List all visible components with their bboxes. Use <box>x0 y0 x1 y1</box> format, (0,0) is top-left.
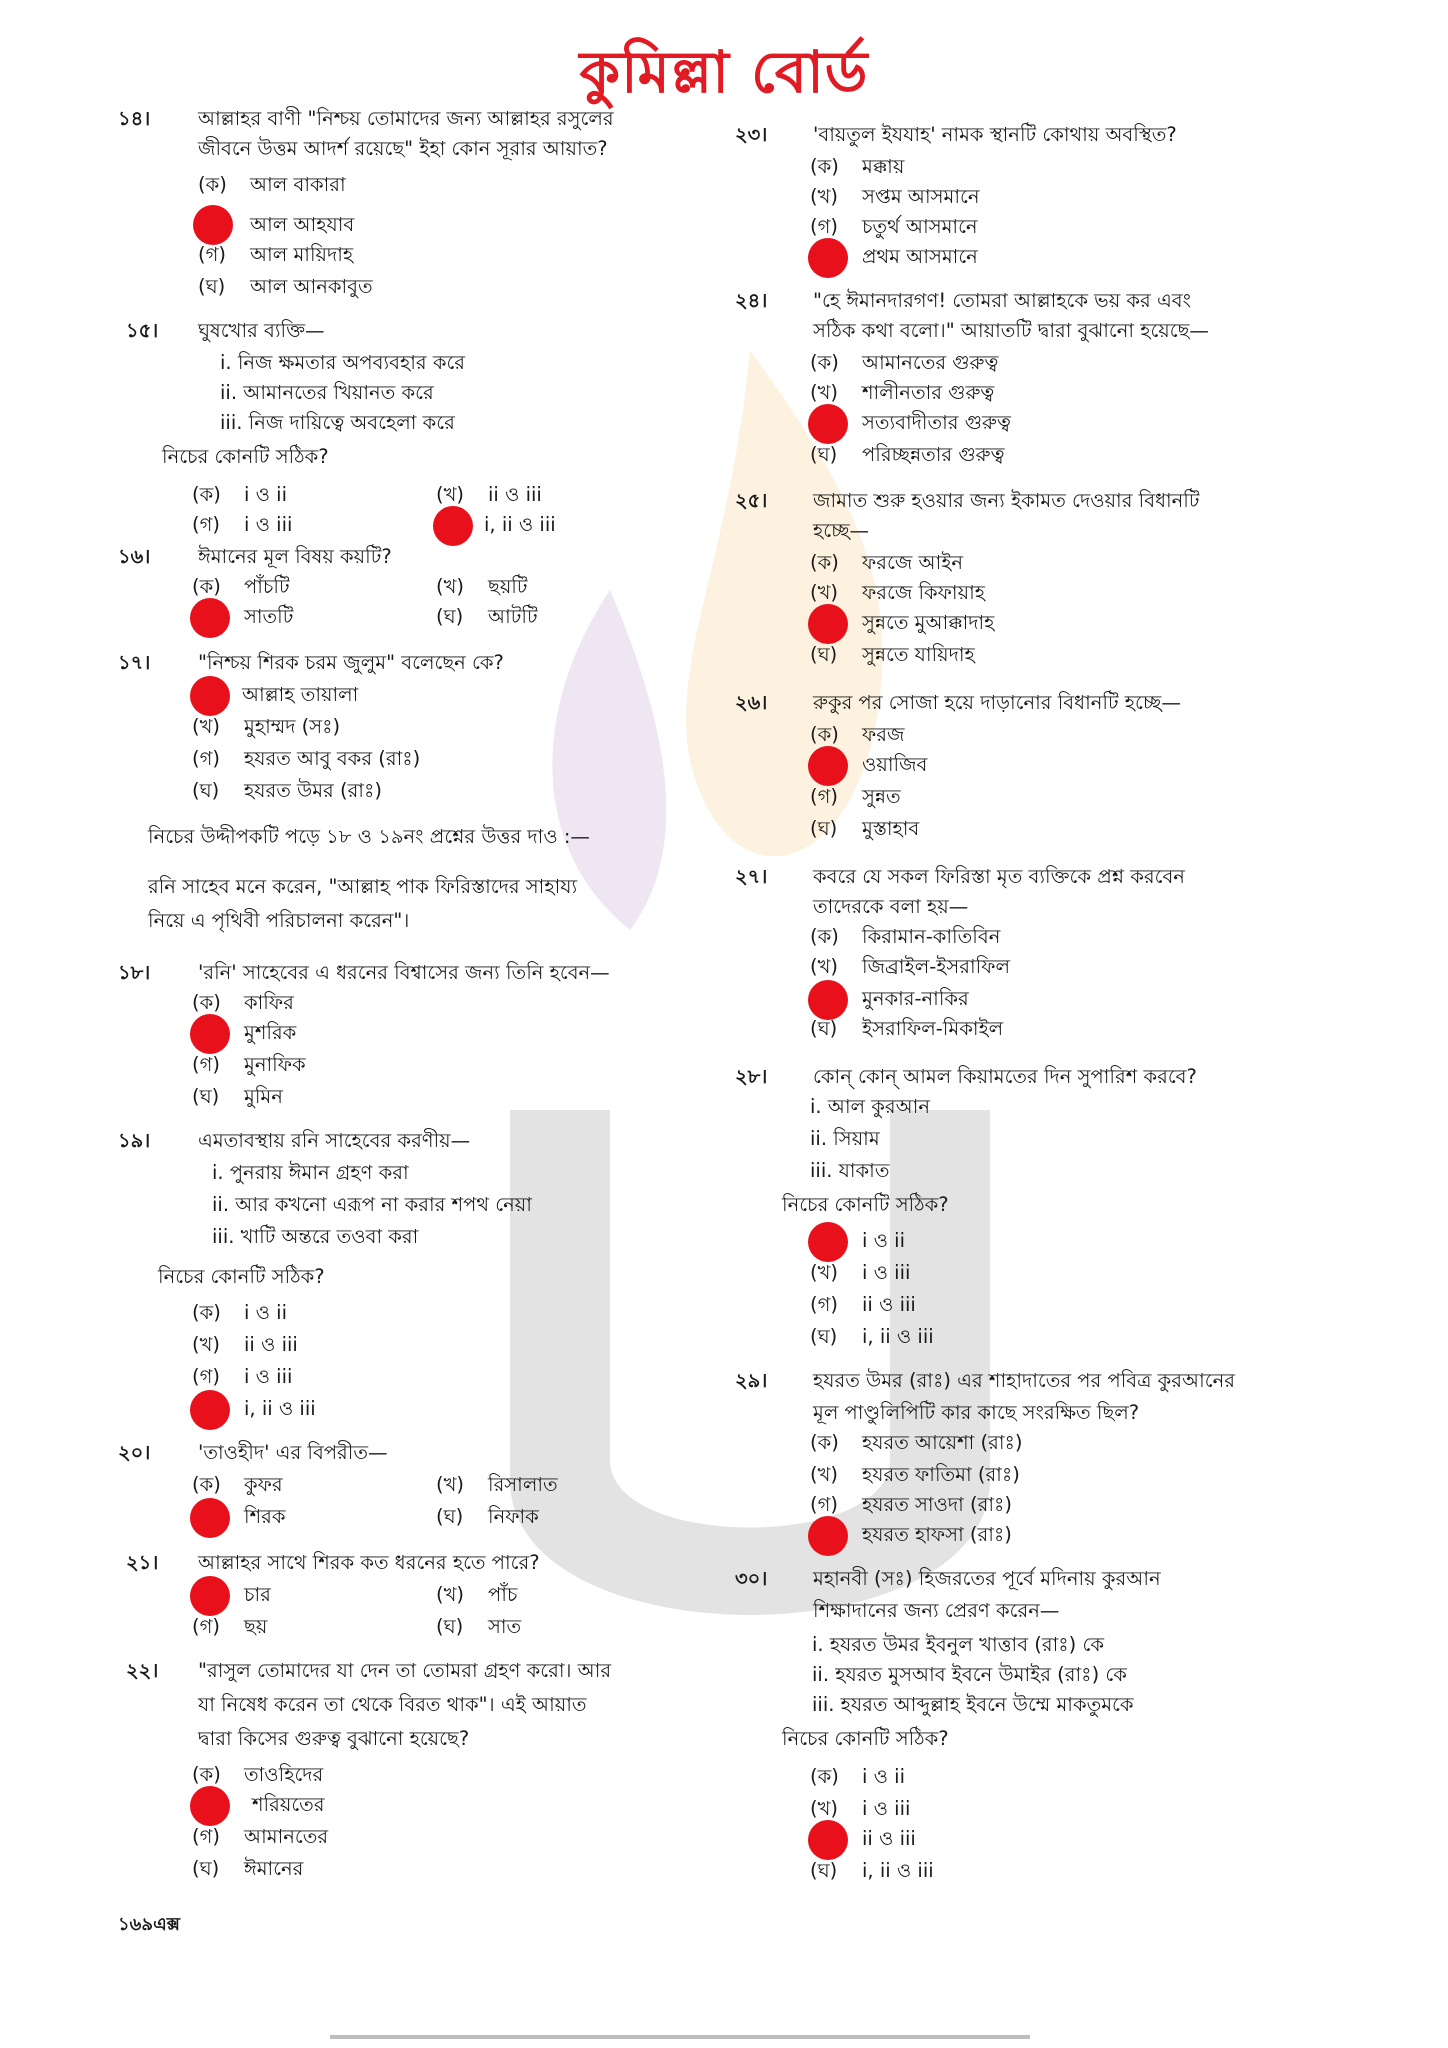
option-24-ka[interactable]: (ক) আমানতের গুরুত্ব <box>810 351 999 374</box>
question-number: ২০। <box>118 1441 151 1464</box>
option-16-kha[interactable]: (খ) ছয়টি <box>436 575 528 598</box>
option-15-ga[interactable]: (গ) i ও iii <box>192 513 293 536</box>
question-lead: নিচের কোনটি সঠিক? <box>782 1727 949 1750</box>
option-20-ga[interactable]: শিরক <box>244 1505 286 1528</box>
answer-marker <box>190 676 230 716</box>
question-text: এমতাবস্থায় রনি সাহেবের করণীয়— <box>198 1129 471 1152</box>
option-15-kha[interactable]: (খ) ii ও iii <box>436 483 542 506</box>
option-14-ga[interactable]: (গ) আল মায়িদাহ <box>198 243 354 266</box>
question-text: হযরত উমর (রাঃ) এর শাহাদাতের পর পবিত্র কুরআনের <box>813 1369 1235 1392</box>
question-text: 'তাওহীদ' এর বিপরীত— <box>198 1441 388 1464</box>
option-30-gha[interactable]: (ঘ) i, ii ও iii <box>810 1859 934 1882</box>
statement-item: ii. হযরত মুসআব ইবনে উমাইর (রাঃ) কে <box>812 1663 1127 1686</box>
option-29-ka[interactable]: (ক) হযরত আয়েশা (রাঃ) <box>810 1431 1023 1454</box>
answer-marker <box>190 1390 230 1430</box>
statement-item: iii. নিজ দায়িত্বে অবহেলা করে <box>220 411 455 434</box>
statement-item: ii. আমানতের খিয়ানত করে <box>220 381 434 404</box>
answer-marker <box>808 604 848 644</box>
option-19-kha[interactable]: (খ) ii ও iii <box>192 1333 298 1356</box>
passage-line: নিয়ে এ পৃথিবী পরিচালনা করেন"। <box>148 909 410 932</box>
option-30-kha[interactable]: (খ) i ও iii <box>810 1797 911 1820</box>
question-number: ১৪। <box>118 107 151 130</box>
passage-line: রনি সাহেব মনে করেন, "আল্লাহ পাক ফিরিস্তাদের সাহায্য <box>148 875 578 898</box>
option-22-ga[interactable]: (গ) আমানতের <box>192 1825 329 1848</box>
question-text: জীবনে উত্তম আদর্শ রয়েছে" ইহা কোন সূরার আয়াত? <box>198 137 608 160</box>
option-16-gha[interactable]: (ঘ) আটটি <box>436 605 538 628</box>
option-25-gha[interactable]: (ঘ) সুন্নতে যায়িদাহ <box>810 643 975 666</box>
question-number: ১৭। <box>118 651 151 674</box>
option-24-gha[interactable]: (ঘ) পরিচ্ছন্নতার গুরুত্ব <box>810 443 1005 466</box>
statement-item: iii. খাটি অন্তরে তওবা করা <box>212 1225 419 1248</box>
option-14-gha[interactable]: (ঘ) আল আনকাবুত <box>198 275 373 298</box>
option-18-ka[interactable]: (ক) কাফির <box>192 991 294 1014</box>
option-20-kha[interactable]: (খ) রিসালাত <box>436 1473 558 1496</box>
option-29-gha[interactable]: হযরত হাফসা (রাঃ) <box>862 1523 1012 1546</box>
option-30-ka[interactable]: (ক) i ও ii <box>810 1765 906 1788</box>
option-17-kha[interactable]: (খ) মুহাম্মদ (সঃ) <box>192 715 341 738</box>
question-text: আল্লাহর সাথে শিরক কত ধরনের হতে পারে? <box>198 1551 540 1574</box>
question-text: যা নিষেধ করেন তা থেকে বিরত থাক"। এই আয়াত <box>198 1693 587 1716</box>
question-text: "নিশ্চয় শিরক চরম জুলুম" বলেছেন কে? <box>198 651 504 674</box>
question-text: শিক্ষাদানের জন্য প্রেরণ করেন— <box>813 1599 1060 1622</box>
statement-item: i. পুনরায় ঈমান গ্রহণ করা <box>212 1161 409 1184</box>
question-text: 'রনি' সাহেবের এ ধরনের বিশ্বাসের জন্য তিনি হবেন— <box>198 961 610 984</box>
question-number: ২৭। <box>735 865 768 888</box>
statement-item: iii. হযরত আব্দুল্লাহ ইবনে উম্মে মাকতুমকে <box>812 1693 1134 1716</box>
option-23-ga[interactable]: (গ) চতুর্থ আসমানে <box>810 215 978 238</box>
option-18-kha[interactable]: মুশরিক <box>244 1021 297 1044</box>
question-text: "হে ঈমানদারগণ! তোমরা আল্লাহকে ভয় কর এবং <box>813 289 1192 312</box>
option-27-gha[interactable]: (ঘ) ইসরাফিল-মিকাইল <box>810 1017 1004 1040</box>
question-text: জামাত শুরু হওয়ার জন্য ইকামত দেওয়ার বিধানটি <box>813 489 1200 512</box>
answer-marker <box>190 1498 230 1538</box>
question-text: সঠিক কথা বলো।" আয়াতটি দ্বারা বুঝানো হয়েছে— <box>813 319 1209 342</box>
answer-marker <box>193 205 233 245</box>
question-text: কোন্ কোন্ আমল কিয়ামতের দিন সুপারিশ করবে? <box>813 1065 1197 1088</box>
question-text: মহানবী (সঃ) হিজরতের পূর্বে মদিনায় কুরআন <box>813 1567 1161 1590</box>
question-number: ৩০। <box>735 1567 768 1590</box>
option-15-gha[interactable]: i, ii ও iii <box>484 513 556 536</box>
option-22-kha[interactable]: শরিয়তের <box>252 1793 325 1816</box>
question-text: রুকুর পর সোজা হয়ে দাড়ানোর বিধানটি হচ্ছে— <box>813 691 1181 714</box>
board-title: কুমিল্লা বোর্ড <box>579 38 869 106</box>
answer-marker <box>190 1576 230 1616</box>
question-number: ১৬। <box>118 545 151 568</box>
option-26-gha[interactable]: (ঘ) মুস্তাহাব <box>810 817 920 840</box>
option-28-ka[interactable]: i ও ii <box>862 1229 906 1252</box>
option-29-ga[interactable]: (গ) হযরত সাওদা (রাঃ) <box>810 1493 1013 1516</box>
option-16-ka[interactable]: (ক) পাঁচটি <box>192 575 290 598</box>
statement-item: ii. আর কখনো এরূপ না করার শপথ নেয়া <box>212 1193 532 1216</box>
option-22-gha[interactable]: (ঘ) ঈমানের <box>192 1857 304 1880</box>
option-17-ka[interactable]: আল্লাহ তায়ালা <box>242 683 359 706</box>
option-20-ka[interactable]: (ক) কুফর <box>192 1473 283 1496</box>
statement-item: i. হযরত উমর ইবনুল খাত্তাব (রাঃ) কে <box>812 1633 1105 1656</box>
option-20-gha[interactable]: (ঘ) নিফাক <box>436 1505 539 1528</box>
answer-marker <box>190 598 230 638</box>
option-25-ka[interactable]: (ক) ফরজে আইন <box>810 551 963 574</box>
question-text: কবরে যে সকল ফিরিস্তা মৃত ব্যক্তিকে প্রশ্ন করবেন <box>813 865 1185 888</box>
question-number: ১৫। <box>126 319 159 342</box>
option-19-ga[interactable]: (গ) i ও iii <box>192 1365 293 1388</box>
option-16-ga[interactable]: সাতটি <box>244 605 294 628</box>
question-text: দ্বারা কিসের গুরুত্ব বুঝানো হয়েছে? <box>198 1727 470 1750</box>
option-24-kha[interactable]: (খ) শালীনতার গুরুত্ব <box>810 381 995 404</box>
question-number: ২১। <box>126 1551 159 1574</box>
option-19-ka[interactable]: (ক) i ও ii <box>192 1301 288 1324</box>
option-19-gha[interactable]: i, ii ও iii <box>244 1397 316 1420</box>
option-25-kha[interactable]: (খ) ফরজে কিফায়াহ <box>810 581 985 604</box>
option-17-gha[interactable]: (ঘ) হযরত উমর (রাঃ) <box>192 779 382 802</box>
option-27-ka[interactable]: (ক) কিরামান-কাতিবিন <box>810 925 1001 948</box>
option-15-ka[interactable]: (ক) i ও ii <box>192 483 288 506</box>
question-lead: নিচের কোনটি সঠিক? <box>782 1193 949 1216</box>
option-21-gha[interactable]: (ঘ) সাত <box>436 1615 522 1638</box>
question-number: ২৩। <box>735 123 768 146</box>
option-17-ga[interactable]: (গ) হযরত আবু বকর (রাঃ) <box>192 747 421 770</box>
option-26-kha[interactable]: ওয়াজিব <box>862 753 928 776</box>
option-27-ga[interactable]: মুনকার-নাকির <box>862 987 969 1010</box>
statement-item: i. নিজ ক্ষমতার অপব্যবহার করে <box>220 351 466 374</box>
question-number: ২৯। <box>735 1369 768 1392</box>
question-lead: নিচের কোনটি সঠিক? <box>162 445 329 468</box>
question-number: ১৯। <box>118 1129 151 1152</box>
option-23-ka[interactable]: (ক) মক্কায় <box>810 155 905 178</box>
question-text: 'বায়তুল ইযযাহ' নামক স্থানটি কোথায় অবস্থিত? <box>813 123 1177 146</box>
question-text: ঈমানের মূল বিষয় কয়টি? <box>198 545 392 568</box>
option-18-gha[interactable]: (ঘ) মুমিন <box>192 1085 283 1108</box>
question-text: মূল পাণ্ডুলিপিটি কার কাছে সংরক্ষিত ছিল? <box>813 1401 1140 1424</box>
scan-edge <box>330 2035 1030 2039</box>
option-23-gha[interactable]: প্রথম আসমানে <box>862 245 978 268</box>
question-number: ২৪। <box>735 289 768 312</box>
question-text: তাদেরকে বলা হয়— <box>813 895 969 918</box>
option-14-kha[interactable]: আল আহযাব <box>250 213 355 236</box>
option-27-kha[interactable]: (খ) জিব্রাইল-ইসরাফিল <box>810 955 1011 978</box>
option-21-ka[interactable]: চার <box>244 1583 271 1606</box>
question-number: ১৮। <box>118 961 151 984</box>
option-21-ga[interactable]: (গ) ছয় <box>192 1615 268 1638</box>
option-30-ga[interactable]: ii ও iii <box>862 1827 916 1850</box>
question-text: হচ্ছে— <box>813 519 870 542</box>
page-footer: ১৬৯এক্স <box>118 1914 180 1935</box>
option-26-ka[interactable]: (ক) ফরজ <box>810 723 905 746</box>
question-number: ২২। <box>126 1659 159 1682</box>
option-28-gha[interactable]: (ঘ) i, ii ও iii <box>810 1325 934 1348</box>
answer-marker <box>808 1516 848 1556</box>
question-number: ২৮। <box>735 1065 768 1088</box>
question-text: ঘুষখোর ব্যক্তি— <box>198 319 325 342</box>
answer-marker <box>808 404 848 444</box>
answer-marker <box>808 746 848 786</box>
option-22-ka[interactable]: (ক) তাওহিদের <box>192 1763 324 1786</box>
statement-item: ii. সিয়াম <box>810 1127 880 1150</box>
answer-marker <box>433 506 473 546</box>
option-18-ga[interactable]: (গ) মুনাফিক <box>192 1053 306 1076</box>
question-text: "রাসুল তোমাদের যা দেন তা তোমরা গ্রহণ করো। আর <box>198 1659 612 1682</box>
statement-item: i. আল কুরআন <box>810 1095 931 1118</box>
option-29-kha[interactable]: (খ) হযরত ফাতিমা (রাঃ) <box>810 1463 1020 1486</box>
option-26-ga[interactable]: (গ) সুন্নত <box>810 785 901 808</box>
passage-intro: নিচের উদ্দীপকটি পড়ে ১৮ ও ১৯নং প্রশ্নের উত্তর দাও :— <box>148 825 590 848</box>
answer-marker <box>808 1222 848 1262</box>
option-28-kha[interactable]: (খ) i ও iii <box>810 1261 911 1284</box>
answer-marker <box>808 238 848 278</box>
statement-item: iii. যাকাত <box>810 1159 890 1182</box>
option-28-ga[interactable]: (গ) ii ও iii <box>810 1293 916 1316</box>
answer-marker <box>808 1820 848 1860</box>
option-21-kha[interactable]: (খ) পাঁচ <box>436 1583 518 1606</box>
answer-marker <box>190 1786 230 1826</box>
option-25-ga[interactable]: সুন্নতে মুআক্কাদাহ <box>862 611 995 634</box>
question-text: আল্লাহর বাণী "নিশ্চয় তোমাদের জন্য আল্লাহর রসুলের <box>198 107 614 130</box>
question-lead: নিচের কোনটি সঠিক? <box>158 1265 325 1288</box>
question-number: ২৫। <box>735 489 768 512</box>
question-number: ২৬। <box>735 691 768 714</box>
option-23-kha[interactable]: (খ) সপ্তম আসমানে <box>810 185 980 208</box>
answer-marker <box>190 1014 230 1054</box>
option-24-ga[interactable]: সত্যবাদীতার গুরুত্ব <box>862 411 1011 434</box>
option-14-ka[interactable]: (ক) আল বাকারা <box>198 173 346 196</box>
